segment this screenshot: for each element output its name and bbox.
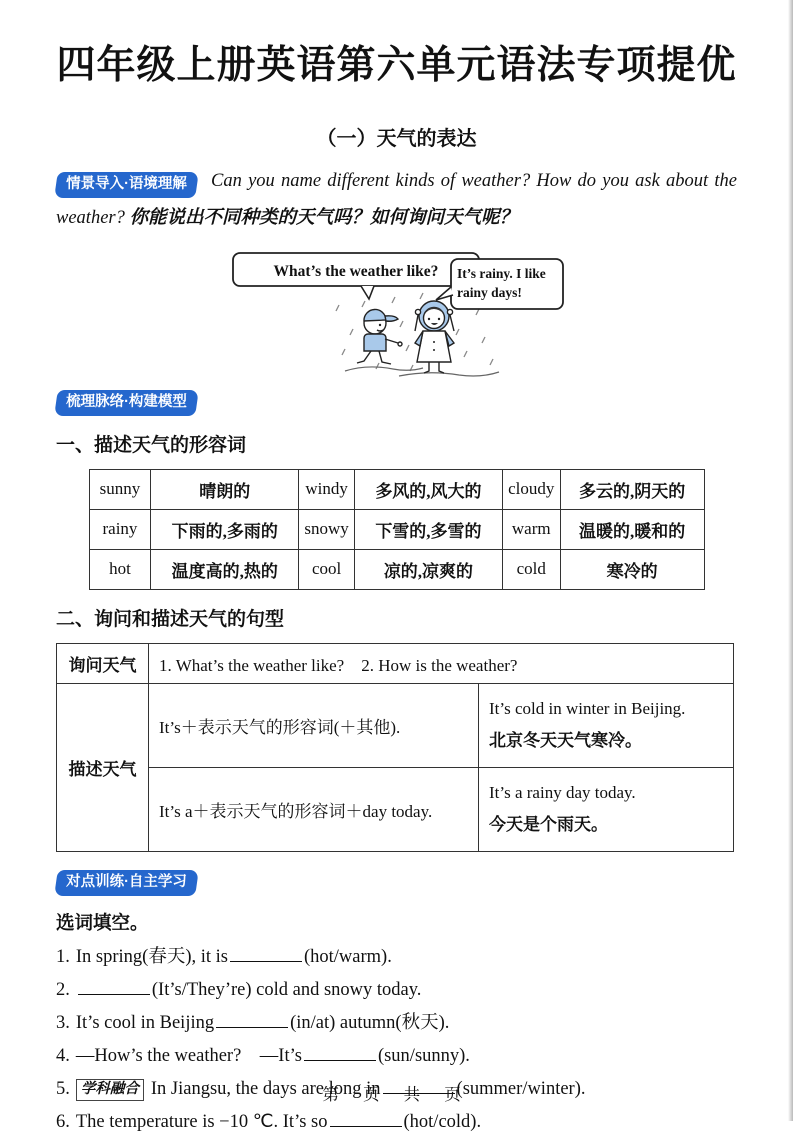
vocab-word: hot xyxy=(89,549,151,589)
intro-badge xyxy=(54,172,198,198)
vocab-meaning: 多云的,阴天的 xyxy=(560,469,704,509)
fill-in-blank xyxy=(330,1109,402,1128)
bubble-right-text-line1: It’s rainy. I like xyxy=(456,266,546,281)
speech-bubble-left xyxy=(233,253,479,299)
vocab-meaning: 下雨的,多雨的 xyxy=(151,509,299,549)
weather-adjectives-table xyxy=(89,469,705,590)
pattern-example xyxy=(479,767,734,851)
speech-bubble-right xyxy=(436,259,563,309)
vocab-meaning: 晴朗的 xyxy=(151,469,299,509)
item-text-before-blank: In spring(春天), it is xyxy=(75,947,228,967)
exercise-item xyxy=(56,974,737,1007)
item-text-before-blank: —How’s the weather? —It’s xyxy=(75,1046,302,1066)
example-english: It’s cold in winter in Beijing. xyxy=(489,698,686,718)
practice-instruction: 选词填空。 xyxy=(56,912,149,933)
weather-illustration xyxy=(227,245,567,380)
vocab-word: windy xyxy=(299,469,355,509)
vocab-row xyxy=(89,549,704,589)
practice-badge-label: 对点训练·自主学习 xyxy=(66,873,187,890)
vocab-word: warm xyxy=(502,509,560,549)
page-title: 四年级上册英语第六单元语法专项提优 xyxy=(56,44,737,87)
example-english: It’s a rainy day today. xyxy=(489,782,636,802)
pattern-text: It’s a＋表示天气的形容词＋day today. xyxy=(149,767,479,851)
practice-badge xyxy=(54,870,198,896)
section-subtitle: （一）天气的表达 xyxy=(316,128,477,150)
ask-weather-label: 询问天气 xyxy=(57,643,149,683)
rainy-day-scene-image xyxy=(227,245,567,380)
vocab-word: snowy xyxy=(299,509,355,549)
page-footer: 第 页 共 页 xyxy=(322,1085,471,1104)
vocab-word: cool xyxy=(299,549,355,589)
example-chinese: 北京冬天天气寒冷。 xyxy=(489,731,642,750)
vocab-meaning: 凉的,凉爽的 xyxy=(355,549,503,589)
vocab-row xyxy=(89,469,704,509)
describe-weather-row xyxy=(57,767,734,851)
item-text-before-blank: It’s cool in Beijing xyxy=(75,1013,215,1033)
item-text-before-blank: The temperature is −10 ℃. It’s so xyxy=(75,1112,328,1132)
heading-adjectives: 一、描述天气的形容词 xyxy=(56,434,247,456)
boy-figure xyxy=(357,309,402,364)
exercise-item xyxy=(56,941,737,974)
example-chinese: 今天是个雨天。 xyxy=(489,815,608,834)
item-number: 3. xyxy=(56,1013,70,1033)
pattern-text: It’s＋表示天气的形容词(＋其他). xyxy=(149,683,479,767)
girl-figure xyxy=(415,301,454,373)
item-number: 2. xyxy=(56,980,70,1000)
item-text-after-blank: (sun/sunny). xyxy=(377,1046,470,1066)
describe-weather-row xyxy=(57,683,734,767)
vocab-word: sunny xyxy=(89,469,151,509)
fill-in-blank xyxy=(230,944,302,963)
item-number: 6. xyxy=(56,1112,70,1132)
item-text-after-blank: (in/at) autumn(秋天). xyxy=(290,1013,450,1033)
model-badge xyxy=(54,390,198,416)
model-badge-label: 梳理脉络·构建模型 xyxy=(66,394,187,410)
heading-sentence-patterns: 二、询问和描述天气的句型 xyxy=(56,608,285,630)
intro-text-english: Can you name different kinds of weather? How do you ask about the weather? xyxy=(56,171,737,228)
exercise-item xyxy=(56,1040,737,1073)
vocab-meaning: 温度高的,热的 xyxy=(151,549,299,589)
exercise-item xyxy=(56,1007,737,1040)
item-text-after-blank: (hot/cold). xyxy=(403,1112,482,1132)
vocab-meaning: 下雪的,多雪的 xyxy=(355,509,503,549)
fill-in-blank xyxy=(78,977,150,996)
bubble-left-text: What’s the weather like? xyxy=(273,263,438,280)
vocab-row xyxy=(89,509,704,549)
intro-paragraph xyxy=(56,163,737,237)
item-text-after-blank: (It’s/They’re) cold and snowy today. xyxy=(151,980,422,1000)
bubble-right-text-line2: rainy days! xyxy=(456,285,522,300)
subject-integration-tag: 学科融合 xyxy=(76,1079,144,1101)
vocab-meaning: 寒冷的 xyxy=(560,549,704,589)
vocab-word: rainy xyxy=(89,509,151,549)
pattern-example xyxy=(479,683,734,767)
intro-badge-label: 情景导入·语境理解 xyxy=(66,176,187,192)
vocab-meaning: 温暖的,暖和的 xyxy=(560,509,704,549)
item-number: 1. xyxy=(56,947,70,967)
vocab-word: cold xyxy=(502,549,560,589)
item-text-after-blank: (summer/winter). xyxy=(456,1079,586,1099)
describe-weather-label: 描述天气 xyxy=(57,683,149,851)
sentence-patterns-table xyxy=(56,643,734,852)
fill-in-blank xyxy=(304,1043,376,1062)
exercise-list xyxy=(56,941,737,1139)
ask-weather-sentences: 1. What’s the weather like? 2. How is the weather? xyxy=(149,643,734,683)
vocab-meaning: 多风的,风大的 xyxy=(355,469,503,509)
item-number: 4. xyxy=(56,1046,70,1066)
puddle-ground xyxy=(345,367,499,376)
intro-text-chinese: 你能说出不同种类的天气吗？如何询问天气呢？ xyxy=(129,208,518,228)
exercise-item xyxy=(56,1106,737,1139)
vocab-word: cloudy xyxy=(502,469,560,509)
fill-in-blank xyxy=(216,1010,288,1029)
item-text-before-blank: In Jiangsu, the days are long in xyxy=(150,1079,381,1099)
scan-edge xyxy=(788,0,793,1121)
ask-weather-row xyxy=(57,643,734,683)
item-number: 5. xyxy=(56,1079,70,1099)
item-text-after-blank: (hot/warm). xyxy=(303,947,392,967)
